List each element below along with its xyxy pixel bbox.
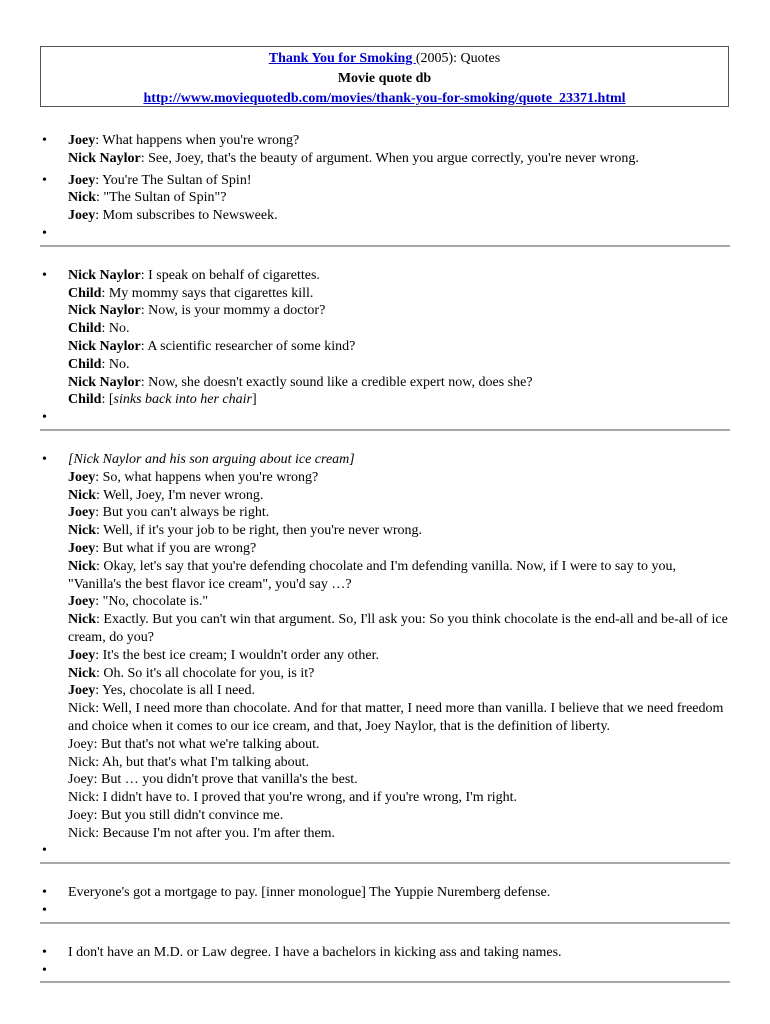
quote-item (40, 944, 730, 962)
dialogue-line: Child: No. (68, 321, 130, 337)
dialogue-line: Joey: But that's not what we're talking about. (68, 736, 320, 752)
dialogue-line (68, 451, 730, 469)
dialogue-line: Nick: Well, Joey, I'm never wrong. (68, 487, 264, 503)
empty-bullet (40, 225, 730, 243)
dialogue-line: • Everyone's got a mortgage to pay. [inner monologue] The Yuppie Nuremberg defense. (68, 885, 551, 901)
dialogue-line: Joey: Mom subscribes to Newsweek. (68, 208, 278, 224)
speaker-name: Joey (68, 540, 96, 556)
quote-block (40, 944, 730, 980)
speaker-name: Nick Naylor (68, 150, 141, 166)
dialogue-line: Joey: Yes, chocolate is all I need. (68, 683, 256, 699)
speaker-name: Nick Naylor (68, 303, 141, 319)
dialogue-line: Nick Naylor: See, Joey, that's the beauty of argument. When you argue correctly, you're never wrong. (68, 150, 639, 166)
quote-block (40, 267, 730, 427)
title-line (41, 49, 728, 69)
dialogue-line: • Joey: You're The Sultan of Spin! (68, 172, 252, 188)
movie-title-link[interactable]: Thank You for Smoking (268, 51, 416, 66)
dialogue-line: Joey: So, what happens when you're wrong? (68, 469, 319, 485)
dialogue-line: • Joey: What happens when you're wrong? (68, 133, 300, 148)
dialogue-line: Joey: But what if you are wrong? (68, 540, 257, 556)
quote-item (40, 884, 730, 902)
year-quotes-label: (2005): Quotes (415, 51, 501, 66)
dialogue-line: Nick Naylor: Now, is your mommy a doctor? (68, 303, 326, 319)
speaker-name: Nick Naylor (68, 267, 141, 283)
empty-bullet (40, 902, 730, 920)
quote-block (40, 451, 730, 860)
quote-separator (40, 429, 730, 431)
dialogue-line: Child: My mommy says that cigarettes kill. (68, 285, 314, 301)
speaker-name: Joey (68, 208, 96, 224)
speaker-name: Joey (68, 172, 96, 188)
url-line (41, 89, 728, 109)
speaker-name: Nick (68, 665, 96, 681)
speaker-name: Nick Naylor (68, 374, 141, 390)
empty-bullet (40, 842, 730, 860)
speaker-name: Child (68, 392, 102, 408)
dialogue-line: Joey: But you can't always be right. (68, 505, 270, 521)
speaker-name: Child (68, 285, 102, 301)
quote-separator (40, 862, 730, 864)
speaker-name: Nick (68, 487, 96, 503)
dialogue-line: • I don't have an M.D. or Law degree. I have a bachelors in kicking ass and taking names. (68, 944, 562, 960)
quote-block (40, 132, 730, 243)
quote-item (40, 132, 730, 168)
speaker-name: Child (68, 356, 102, 372)
speaker-name: Nick (68, 190, 96, 206)
speaker-name: Joey (68, 469, 96, 485)
dialogue-line: Nick: Well, if it's your job to be right, then you're never wrong. (68, 523, 422, 539)
empty-bullet (40, 962, 730, 980)
stage-direction: sinks back into her chair (113, 392, 252, 408)
speaker-name: Joey (68, 647, 96, 663)
speaker-name: Joey (68, 505, 96, 521)
dialogue-line: Nick: "The Sultan of Spin"? (68, 190, 227, 206)
quote-url-link[interactable]: http://www.moviequotedb.com/movies/thank-you-for-smoking/quote_23371.html (143, 91, 626, 106)
quote-separator (40, 922, 730, 924)
quote-item (40, 451, 730, 843)
dialogue-line: Nick: Well, I need more than chocolate. And for that matter, I need more than vanilla. I believe that we need freedom and choice when it comes to our ice cream, and that, Joey Naylor, that is the definition of liberty. (68, 701, 724, 734)
dialogue-line: Nick: I didn't have to. I proved that you're wrong, and if you're wrong, I'm right. (68, 790, 518, 806)
dialogue-line: Nick: Ah, but that's what I'm talking about. (68, 754, 310, 770)
dialogue-line: Nick: Okay, let's say that you're defending chocolate and I'm defending vanilla. Now, if I were to say to you, "Vanilla's the best flavor ice cream", you'd say …? (68, 558, 676, 592)
dialogue-line: Joey: But … you didn't prove that vanilla's the best. (68, 772, 358, 788)
empty-bullet (40, 409, 730, 427)
speaker-name: Nick (68, 612, 96, 628)
speaker-name: Joey (68, 594, 96, 610)
stage-direction: [Nick Naylor and his son arguing about ice cream] (68, 451, 355, 467)
dialogue-line: Child: No. (68, 356, 130, 372)
speaker-name: Joey (68, 683, 96, 699)
speaker-name: Child (68, 321, 102, 337)
dialogue-line: Nick: Because I'm not after you. I'm after them. (68, 825, 336, 841)
dialogue-line: Nick: Exactly. But you can't win that argument. So, I'll ask you: So you think chocolate is the end-all and be-all of ice cream, do you? (68, 612, 728, 645)
dialogue-line: • Nick Naylor: I speak on behalf of cigarettes. (68, 267, 320, 283)
dialogue-line: Nick Naylor: A scientific researcher of some kind? (68, 338, 356, 354)
speaker-name: Nick (68, 558, 96, 574)
speaker-name: Nick (68, 523, 96, 539)
dialogue-line: Joey: But you still didn't convince me. (68, 807, 284, 823)
quote-item (40, 172, 730, 225)
speaker-name: Nick Naylor (68, 338, 141, 354)
page-header (40, 46, 729, 107)
quote-block (40, 884, 730, 920)
dialogue-line: Nick: Oh. So it's all chocolate for you, is it? (68, 665, 315, 681)
quote-item (40, 267, 730, 409)
dialogue-line: Joey: "No, chocolate is." (68, 594, 209, 610)
dialogue-line: Nick Naylor: Now, she doesn't exactly sound like a credible expert now, does she? (68, 374, 533, 390)
quote-separator (40, 245, 730, 247)
speaker-name: Joey (68, 133, 96, 148)
quote-separator (40, 981, 730, 983)
dialogue-line: Joey: It's the best ice cream; I wouldn't order any other. (68, 647, 380, 663)
site-name: Movie quote db (337, 71, 432, 86)
quotes-list (40, 132, 730, 1003)
dialogue-line: Child: [sinks back into her chair] (68, 392, 257, 408)
